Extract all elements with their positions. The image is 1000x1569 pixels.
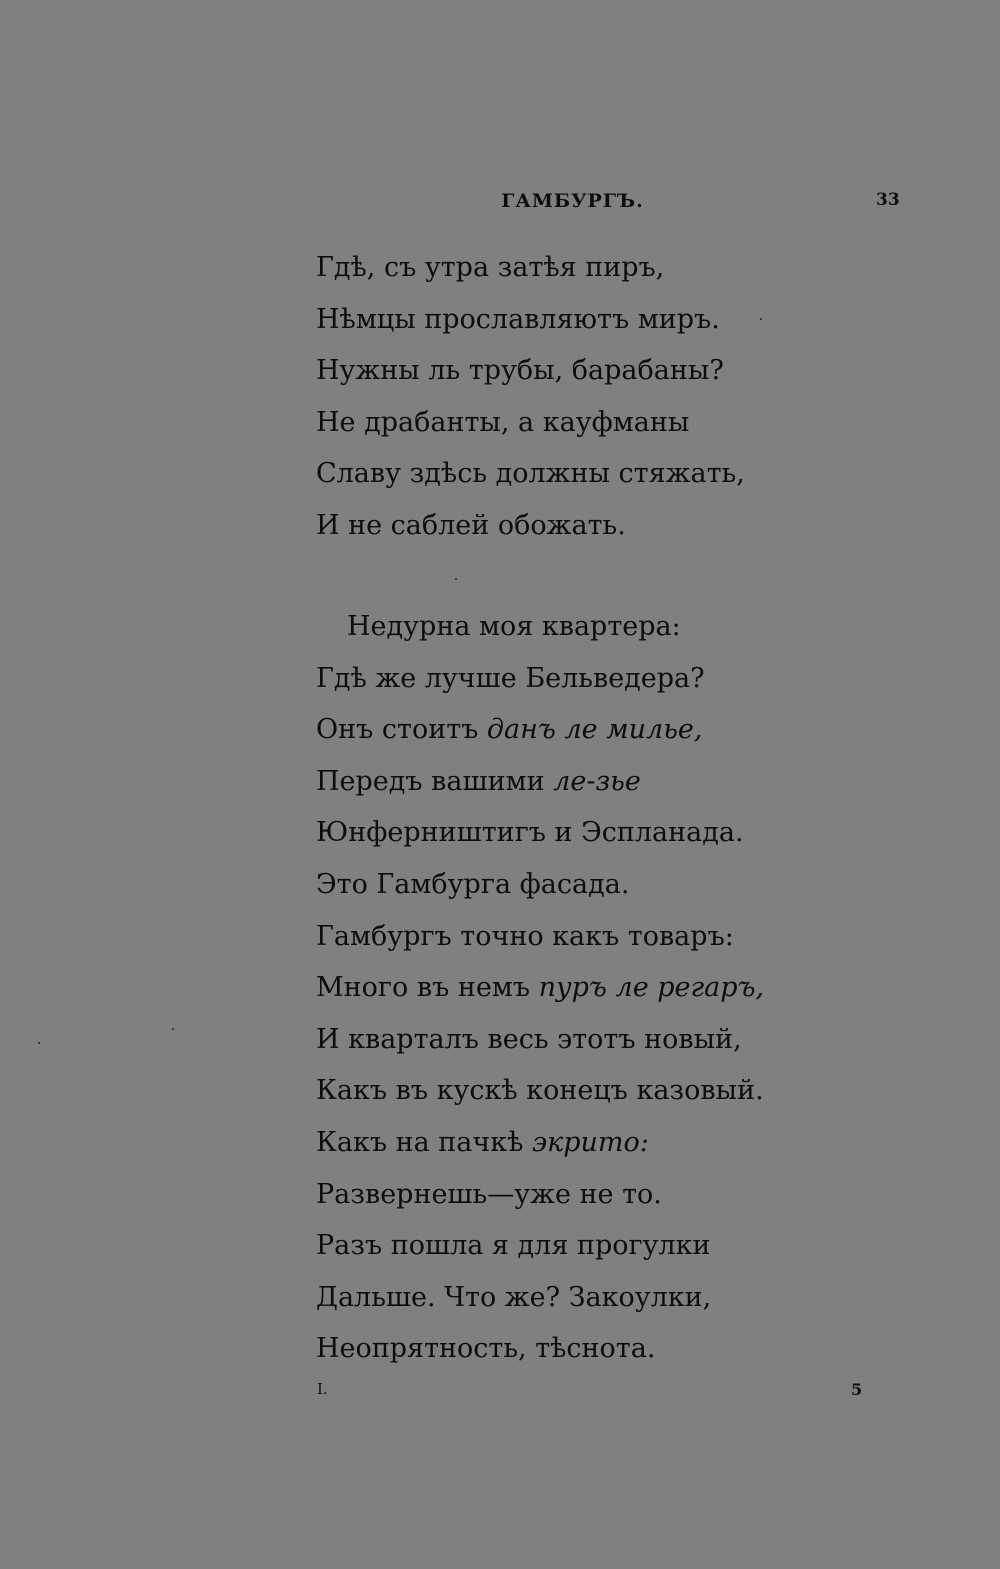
print-speck <box>172 1028 174 1030</box>
print-speck <box>760 318 762 320</box>
verse-line: Не драбанты, а кауфманы <box>316 406 690 438</box>
verse-line: Славу здѣсь должны стяжать, <box>316 458 745 490</box>
verse-text: Передъ вашими <box>316 765 554 797</box>
verse-line: Гдѣ же лучше Бельведера? <box>316 662 705 694</box>
foreign-phrase: ле-зье <box>553 765 641 797</box>
running-title: ГАМБУРГЪ. <box>501 190 644 212</box>
verse-line: Гамбургъ точно какъ товаръ: <box>316 920 734 952</box>
print-speck <box>455 578 457 580</box>
verse-line: Развернешь—уже не то. <box>316 1178 662 1210</box>
verse-line <box>316 704 764 756</box>
stanza-2 <box>316 601 764 1375</box>
verse-line: Дальше. Что же? Закоулки, <box>316 1281 712 1313</box>
verse-line: И кварталъ весь этотъ новый, <box>316 1023 742 1055</box>
foreign-phrase: пуръ ле регаръ, <box>538 972 765 1004</box>
foreign-phrase: экрито: <box>532 1126 649 1158</box>
verse-text: Много въ немъ <box>316 972 539 1004</box>
verse-line: Это Гамбурга фасада. <box>316 868 630 900</box>
signature-number: 5 <box>851 1380 863 1399</box>
verse-line: Недурна моя квартера: <box>347 611 681 642</box>
verse-line: Разъ пошла я для прогулки <box>316 1230 711 1262</box>
verse-line: Гдѣ, съ утра затѣя пиръ, <box>316 252 665 283</box>
foreign-phrase: данъ ле милье, <box>486 714 703 746</box>
verse-line: Нужны ль трубы, барабаны? <box>316 355 724 387</box>
verse-text: Какъ на пачкѣ <box>316 1126 532 1158</box>
verse-line <box>316 1117 764 1169</box>
print-speck <box>38 1042 40 1044</box>
verse-line: Юнферништигъ и Эспланада. <box>316 817 744 849</box>
page-number: 33 <box>876 190 900 210</box>
stanza-1 <box>316 242 745 552</box>
verse-line: Какъ въ кускѣ конецъ казовый. <box>316 1075 764 1107</box>
verse-text: Онъ стоитъ <box>316 714 487 746</box>
verse-line: И не саблей обожать. <box>316 509 626 541</box>
verse-line <box>316 962 764 1014</box>
signature-mark: I. <box>317 1380 328 1398</box>
verse-line: Неопрятность, тѣснота. <box>316 1333 656 1365</box>
verse-line: Нѣмцы прославляютъ миръ. <box>316 303 720 335</box>
verse-line <box>316 756 764 808</box>
